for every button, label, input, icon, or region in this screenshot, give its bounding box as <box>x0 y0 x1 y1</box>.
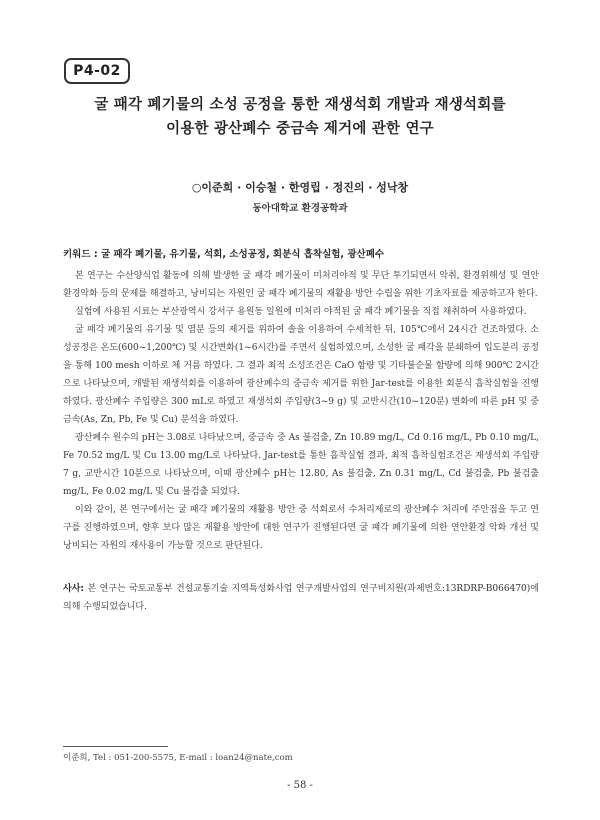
acknowledgement <box>63 580 539 616</box>
keywords-text: 굴 패각 폐기물, 유기물, 석회, 소성공정, 회분식 흡착실험, 광산폐수 <box>100 249 385 260</box>
paper-title-line-2: 이용한 광산폐수 중금속 제거에 관한 연구 <box>166 121 434 137</box>
acknowledgement-label: 사사: <box>63 584 84 594</box>
affiliation: 동아대학교 환경공학과 <box>252 203 348 214</box>
page-number: - 58 - <box>287 780 313 791</box>
footnote-contact: 이준희, Tel : 051-200-5575, E-mail : loan24@nate,com <box>63 753 293 763</box>
paragraph-sample: 실험에 사용된 시료는 부산광역시 강서구 용원동 일원에 미처리 야적된 굴 패각 폐기물을 직접 채취하여 사용하였다. <box>75 307 527 317</box>
acknowledgement-text: 본 연구는 국토교통부 건설교통기술 지역특성화사업 연구개발사업의 연구비지원(과제번호:13RDRP-B066470)에 의해 수행되었습니다. <box>63 584 539 612</box>
paragraph-intro: 본 연구는 수산양식업 활동에 의해 발생한 굴 패각 폐기물이 미처리야적 및 무단 투기되면서 악취, 환경위해성 및 연안환경악화 등의 문제를 해결하고, 낭비되는 자원인 굴 패각 폐기물의 재활용 방안 수립을 위한 기초자료를 제공하고자 한다. <box>63 271 539 299</box>
keywords <box>63 246 543 260</box>
paper-title <box>40 93 560 141</box>
author-list: ○이준희 · 이승철 · 한영립 · 정진의 · 성낙창 <box>191 181 409 194</box>
paper-title-line-1: 굴 패각 폐기물의 소성 공정을 통한 재생석회 개발과 재생석회를 <box>94 97 506 113</box>
paragraph-method: 굴 패각 폐기물의 유기물 및 염분 등의 제거를 위하여 솔을 이용하여 수세척한 뒤, 105℃에서 24시간 건조하였다. 소성공정은 온도(600~1,200℃) 및 시간변화(1~6시간)를 주면서 실험하였으며, 소성한 굴 패각을 분쇄하여 입도분리 공정을 통해 100 mesh 이하로 체 거름 하였다. 그 결과 최적 소성조건은 CaO 함량 및 기타불순물 함량에 의해 900℃ 2시간으로 나타났으며, 개발된 재생석회를 이용하여 광산폐수의 중금속 제거를 위한 Jar-test를 이용한 회분식 흡착실험을 진행하였다. 광산폐수 주입량은 300 mL로 하였고 재생석회 주입량(3~9 g) 및 교반시간(10~120분) 변화에 따른 pH 및 중금속(As, Zn, Pb, Fe 및 Cu) 분석을 하였다. <box>63 325 539 425</box>
paragraph-results: 광산폐수 원수의 pH는 3.08로 나타났으며, 중금속 중 As 불검출, Zn 10.89 mg/L, Cd 0.16 mg/L, Pb 0.10 mg/L, Fe 70.52 mg/L 및 Cu 13.00 mg/L로 나타났다. Jar-test를 통한 흡착실험 결과, 최적 흡착실험조건은 재생석회 주입량 7 g, 교반시간 10분으로 나타났으며, 이때 광산폐수 pH는 12.80, As 불검출, Zn 0.31 mg/L, Cd 불검출, Pb 불검출 mg/L, Fe 0.02 mg/L 및 Cu 불검출 되었다. <box>63 433 539 497</box>
keywords-label: 키워드 : <box>63 249 98 260</box>
abstract-body <box>63 267 539 555</box>
paragraph-conclusion: 이와 같이, 본 연구에서는 굴 패각 폐기물의 재활용 방안 중 석회로서 수처리제로의 광산폐수 처리에 주안점을 두고 연구를 진행하였으며, 향후 보다 많은 재활용 방안에 대한 연구가 진행된다면 굴 패각 폐기물에 의한 연안환경 악화 개선 및 낭비되는 자원의 재사용이 가능할 것으로 판단된다. <box>63 505 539 551</box>
session-code-badge: P4-02 <box>64 58 130 84</box>
footnote-divider <box>63 746 168 747</box>
